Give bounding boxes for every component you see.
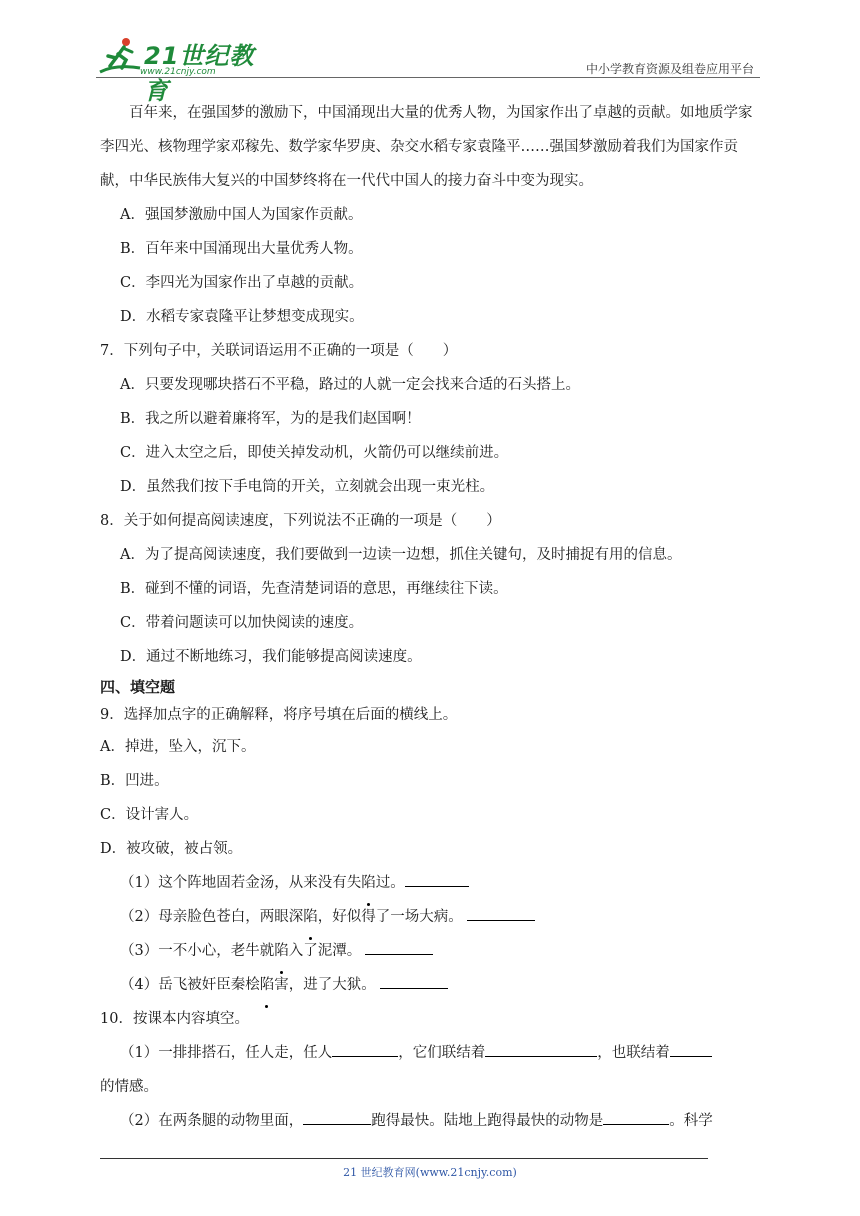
q8-option-d: D．通过不断地练习，我们能够提高阅读速度。 [120, 649, 422, 665]
q9-choice-a: A．掉进，坠入，沉下。 [100, 739, 256, 755]
q8-option-b: B．碰到不懂的词语，先查清楚词语的意思，再继续往下读。 [120, 581, 508, 597]
q9-choice-b: B．凹进。 [100, 773, 169, 789]
q7-stem: 7．下列句子中，关联词语运用不正确的一项是（ ） [100, 343, 458, 359]
q10-stem: 10．按课本内容填空。 [100, 1011, 249, 1027]
answer-blank[interactable] [405, 872, 469, 887]
q9-item-4-pre: （4）岳飞被奸臣秦桧 [120, 977, 260, 993]
header-divider [96, 77, 760, 78]
q7-option-d: D．虽然我们按下手电筒的开关，立刻就会出现一束光柱。 [120, 479, 495, 495]
platform-title: 中小学教育资源及组卷应用平台 [585, 62, 754, 76]
q6-option-b: B．百年来中国涌现出大量优秀人物。 [120, 241, 363, 257]
q10-line2-c: 。科学 [669, 1113, 713, 1129]
q9-item-3-pre: （3）一不小心，老牛就 [120, 943, 275, 959]
q10-line-1-cont: 的情感。 [100, 1079, 158, 1095]
q10-line2-a: （2）在两条腿的动物里面， [120, 1113, 304, 1129]
q10-line1-b: ，它们联结着 [398, 1045, 486, 1061]
q9-item-1-post: 过。 [375, 875, 405, 891]
q10-line1-a: （1）一排排搭石，任人走，任人 [120, 1045, 333, 1061]
q9-choice-c: C．设计害人。 [100, 807, 199, 823]
runner-logo-icon [96, 34, 146, 78]
q8-option-a: A．为了提高阅读速度，我们要做到一边读一边想，抓住关键句，及时捕捉有用的信息。 [120, 547, 682, 563]
answer-blank[interactable] [467, 906, 535, 921]
answer-blank[interactable] [332, 1042, 398, 1057]
answer-blank[interactable] [380, 974, 448, 989]
footer-divider [100, 1158, 708, 1159]
q9-item-4 [100, 968, 764, 1002]
answer-blank[interactable] [603, 1110, 669, 1125]
dotted-char: 陷 [274, 934, 289, 968]
q8-option-c: C．带着问题读可以加快阅读的速度。 [120, 615, 364, 631]
dotted-char: 陷 [260, 968, 275, 1002]
q9-item-2 [100, 900, 764, 934]
q7-option-c: C．进入太空之后，即使关掉发动机，火箭仍可以继续前进。 [120, 445, 509, 461]
dotted-char: 陷 [303, 900, 318, 934]
q9-item-4-post: 害，进了大狱。 [274, 977, 376, 993]
logo-main-text: 21世纪教育 [144, 42, 255, 105]
q8-stem: 8．关于如何提高阅读速度，下列说法不正确的一项是（ ） [100, 513, 501, 529]
q9-item-2-pre: （2）母亲脸色苍白，两眼深 [120, 909, 304, 925]
answer-blank[interactable] [670, 1042, 712, 1057]
q10-line-1 [100, 1036, 764, 1070]
q6-option-c: C．李四光为国家作出了卓越的贡献。 [120, 275, 364, 291]
logo-sub-text: www.21cnjy.com [140, 67, 216, 77]
q10-line2-b: 跑得最快。陆地上跑得最快的动物是 [371, 1113, 604, 1129]
q7-option-b: B．我之所以避着廉将军，为的是我们赵国啊！ [120, 411, 421, 427]
q9-item-1 [100, 866, 764, 900]
q7-option-a: A．只要发现哪块搭石不平稳，路过的人就一定会找来合适的石头搭上。 [120, 377, 580, 393]
q9-item-2-post: ，好似得了一场大病。 [317, 909, 463, 925]
dotted-char: 陷 [361, 866, 376, 900]
q10-line-2 [100, 1104, 764, 1138]
answer-blank[interactable] [365, 940, 433, 955]
q9-item-1-pre: （1）这个阵地固若金汤，从来没有失 [120, 875, 362, 891]
q9-item-3 [100, 934, 764, 968]
q6-option-d: D．水稻专家袁隆平让梦想变成现实。 [120, 309, 364, 325]
q10-line1-c: ，也联结着 [597, 1045, 670, 1061]
q6-option-a: A．强国梦激励中国人为国家作贡献。 [120, 207, 363, 223]
section-title-fill-blank: 四、填空题 [100, 678, 176, 696]
q9-item-3-post: 入了泥潭。 [288, 943, 362, 959]
q9-choice-d: D．被攻破，被占领。 [100, 841, 243, 857]
reading-passage: 百年来，在强国梦的激励下，中国涌现出大量的优秀人物，为国家作出了卓越的贡献。如地质学家李四光、核物理学家邓稼先、数学家华罗庚、杂交水稻专家袁隆平……强国梦激励着我们为国家作贡献，中华民族伟大复兴的中国梦终将在一代代中国人的接力奋斗中变为现实。 [100, 105, 753, 189]
document-body [100, 96, 764, 1138]
page-footer: 21 世纪教育网(www.21cnjy.com) [343, 1166, 517, 1179]
answer-blank[interactable] [303, 1110, 371, 1125]
page-header [96, 30, 760, 105]
q9-stem: 9．选择加点字的正确解释，将序号填在后面的横线上。 [100, 707, 458, 723]
answer-blank[interactable] [485, 1042, 597, 1057]
logo [96, 34, 266, 105]
